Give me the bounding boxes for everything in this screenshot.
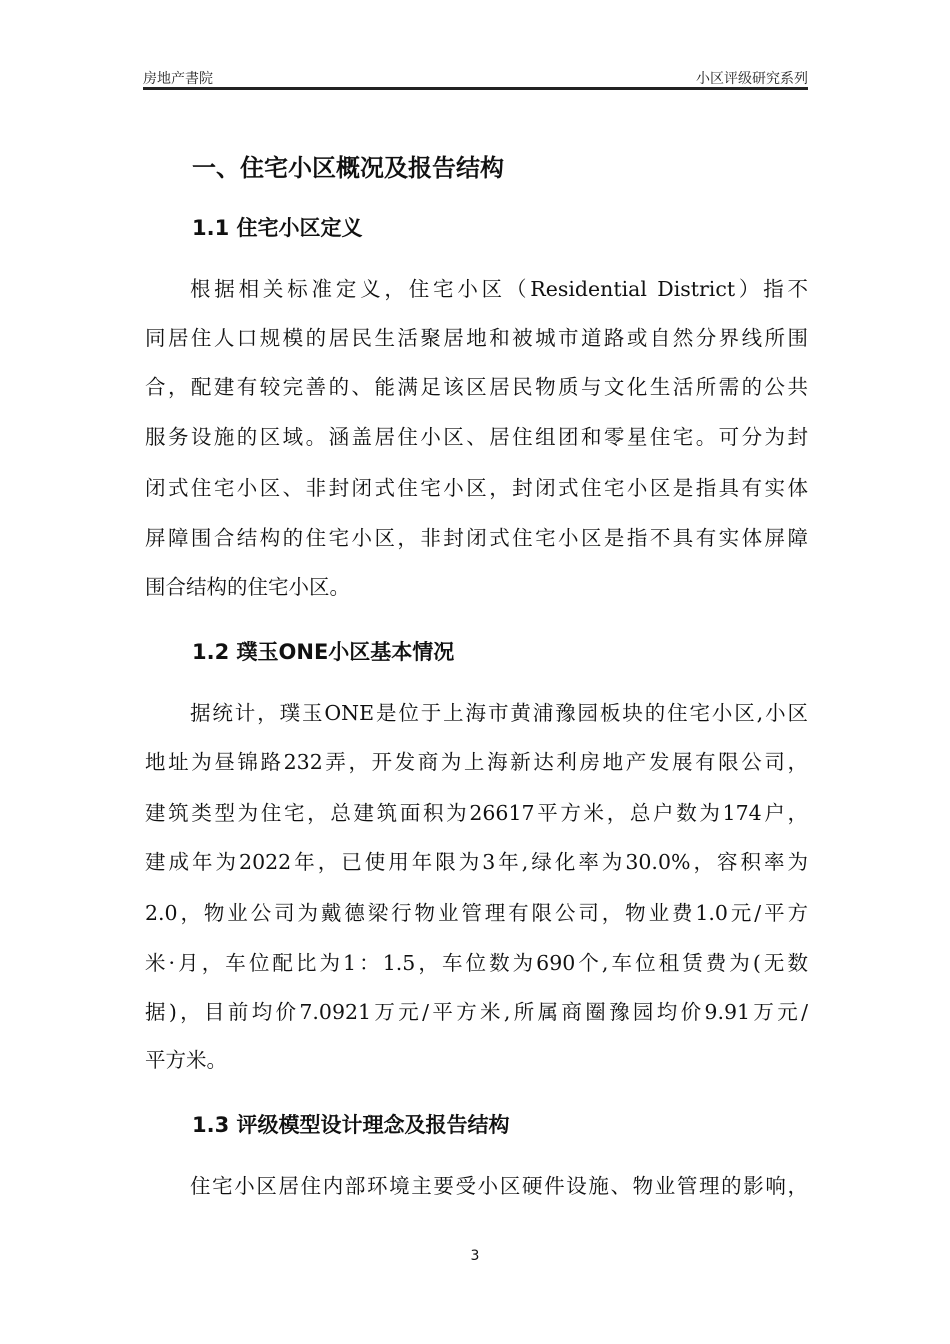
header-series: 小区评级研究系列 xyxy=(696,71,808,87)
paragraph-line: 合，配建有较完善的、能满足该区居民物质与文化生活所需的公共 xyxy=(145,375,808,399)
paragraph-line: 建筑类型为住宅，总建筑面积为26617平方米，总户数为174户， xyxy=(145,801,808,825)
header-rule xyxy=(143,87,808,90)
subsection-1-1-title: 1.1 住宅小区定义 xyxy=(192,216,363,240)
paragraph-line: 据统计，璞玉ONE是位于上海市黄浦豫园板块的住宅小区,小区 xyxy=(190,701,808,725)
subsection-1-3-title: 1.3 评级模型设计理念及报告结构 xyxy=(192,1113,510,1137)
paragraph-line: 同居住人口规模的居民生活聚居地和被城市道路或自然分界线所围 xyxy=(145,326,808,350)
paragraph-line: 住宅小区居住内部环境主要受小区硬件设施、物业管理的影响， xyxy=(190,1174,808,1198)
paragraph-line: 闭式住宅小区、非封闭式住宅小区，封闭式住宅小区是指具有实体 xyxy=(145,476,808,500)
paragraph-line: 地址为昼锦路232弄，开发商为上海新达利房地产发展有限公司， xyxy=(145,750,808,774)
subsection-1-2-title: 1.2 璞玉ONE小区基本情况 xyxy=(192,640,455,664)
paragraph-line: 平方米。 xyxy=(145,1048,227,1072)
paragraph-line: 米·月，车位配比为1：1.5，车位数为690个,车位租赁费为(无数 xyxy=(145,951,808,975)
paragraph-line: 2.0，物业公司为戴德梁行物业管理有限公司，物业费1.0元/平方 xyxy=(145,901,808,925)
paragraph-line: 服务设施的区域。涵盖居住小区、居住组团和零星住宅。可分为封 xyxy=(145,425,808,449)
header-publisher: 房地产書院 xyxy=(143,71,213,87)
paragraph-line: 据)，目前均价7.0921万元/平方米,所属商圈豫园均价9.91万元/ xyxy=(145,1000,808,1024)
paragraph-line: 建成年为2022年，已使用年限为3年,绿化率为30.0%，容积率为 xyxy=(145,850,808,874)
section-title: 一、住宅小区概况及报告结构 xyxy=(192,154,504,182)
paragraph-line: 围合结构的住宅小区。 xyxy=(145,575,350,599)
paragraph-line: 屏障围合结构的住宅小区，非封闭式住宅小区是指不具有实体屏障 xyxy=(145,526,808,550)
paragraph-line: 根据相关标准定义，住宅小区（Residential District）指不 xyxy=(190,277,808,301)
page-number: 3 xyxy=(470,1248,480,1264)
